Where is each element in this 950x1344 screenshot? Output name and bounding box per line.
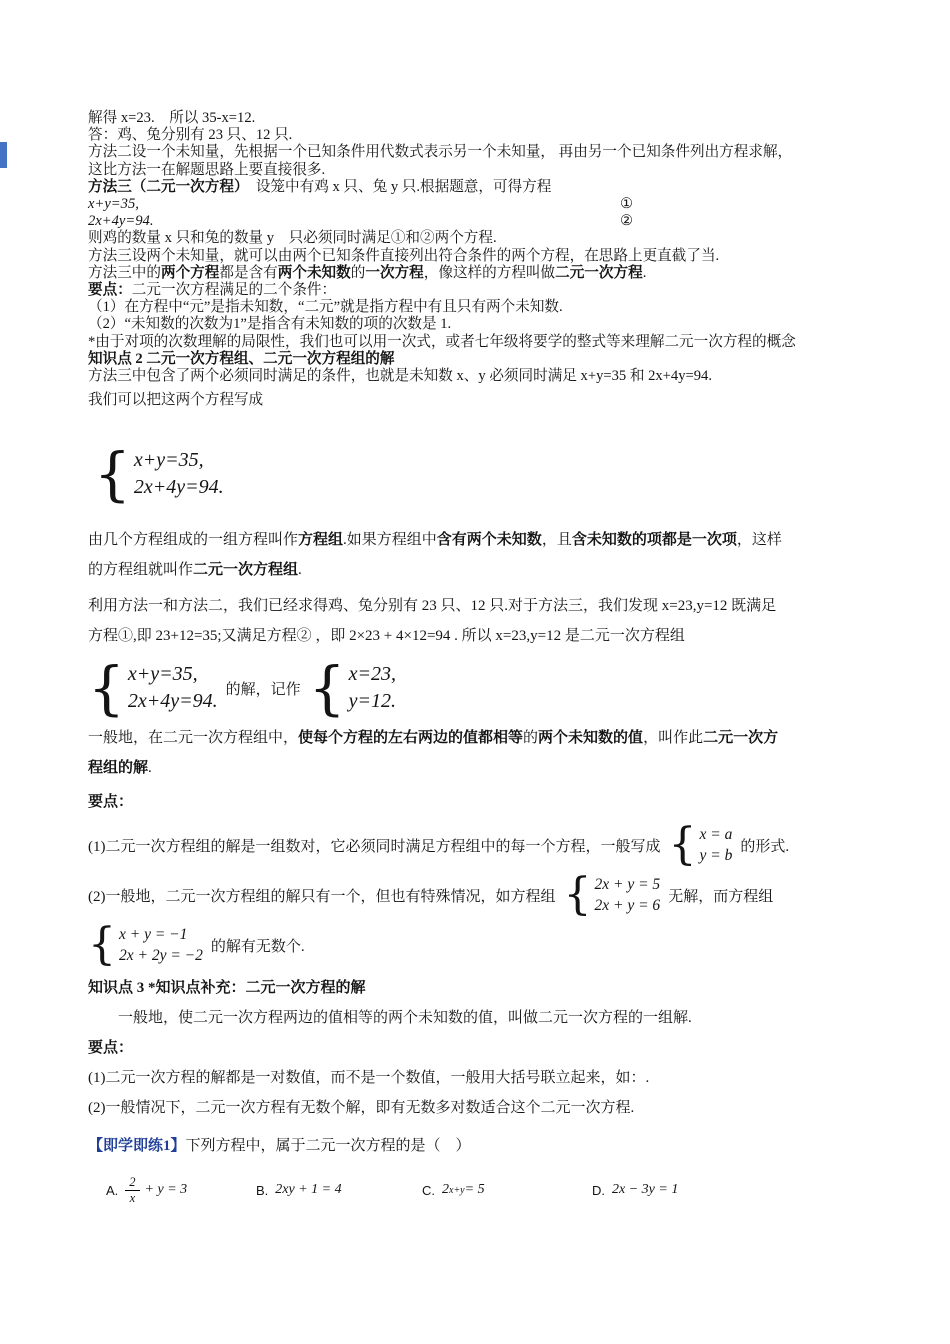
heading-text: 知识点 2 二元一次方程组、二元一次方程组的解 [88, 350, 395, 367]
equation-text: = 5 [464, 1182, 485, 1198]
text-bold: 方程组 [298, 532, 344, 549]
paragraph-keypoint-item1 [88, 299, 878, 316]
text-bold: 二元一次方程 [555, 264, 643, 281]
equation-no-solution [563, 869, 661, 921]
equation-line-2 [88, 213, 878, 230]
text-bold: 一次方程 [365, 264, 424, 281]
equation-infinite-solutions [88, 919, 203, 971]
equation-text: 2x − 3y = 1 [612, 1182, 679, 1198]
document-content [88, 110, 878, 1205]
paragraph-keypoints-3 [88, 1033, 878, 1063]
paragraph-equation-solution-def [88, 1003, 878, 1033]
exercise-label: 【即学即练1】 [88, 1138, 186, 1155]
equation-text: 2x + y = 5 [594, 876, 661, 894]
equation-system-display [94, 440, 878, 509]
text: . [148, 760, 152, 777]
text: 的 [350, 264, 366, 281]
text: 方法三设两个未知量，就可以由两个已知条件直接列出符合条件的两个方程，在思路上更直截了当. [88, 247, 720, 264]
text: 的解有无数个. [210, 938, 305, 955]
text: 设笼中有鸡 x 只、兔 y 只.根据题意，可得方程 [241, 178, 552, 195]
left-brace: { [88, 919, 116, 971]
option-d-label: D. [592, 1182, 605, 1198]
equation-text: 2x+4y=94. [133, 476, 224, 499]
equation-system [88, 654, 218, 723]
text: 的 [523, 730, 539, 747]
equation-text: x + y = −1 [119, 926, 188, 944]
text: 这比方法一在解题思路上要直接很多. [88, 161, 326, 178]
equation-text: 2x + 2y = −2 [119, 947, 203, 965]
keypoint-row-1 [88, 819, 878, 871]
text: 方法三中包含了两个必须同时满足的条件，也就是未知数 x、y 必须同时满足 x+y=35 和 2x+4y=94. [88, 368, 712, 385]
text: 方法二设一个未知量，先根据一个已知条件用代数式表示另一个未知量， 再由另一个已知条件列出方程求解， [88, 144, 793, 161]
option-c-label: C. [422, 1182, 435, 1198]
text: 利用方法一和方法二，我们已经求得鸡、兔分别有 23 只、12 只.对于方法三，我们发现 x=23,y=12 既满足 [88, 598, 777, 615]
paragraph-condition [88, 230, 878, 247]
paragraph-system-def-line1 [88, 525, 878, 555]
text: （1）在方程中“元”是指未知数，“二元”就是指方程中有且只有两个未知数. [88, 299, 563, 316]
equation-solution-row [88, 654, 878, 723]
paragraph-note-star [88, 334, 878, 351]
equation-text: 2x + y = 6 [594, 897, 661, 915]
paragraph-method2-line2 [88, 162, 878, 179]
text-bold: 二元一次方程组 [193, 562, 299, 579]
text-bold: 要点： [88, 794, 134, 811]
text: (2)一般情况下，二元一次方程有无数个解，即有无数多对数适合这个二元一次方程. [88, 1100, 635, 1117]
system-lines [128, 661, 218, 715]
text: *由于对项的次数理解的局限性，我们也可以用一次式，或者七年级将要学的整式等来理解二元一次方程的概念 [88, 333, 796, 350]
system-lines [134, 447, 224, 501]
left-brace: { [668, 819, 697, 871]
left-brace: { [94, 440, 131, 509]
equation-text: y=12. [348, 690, 396, 713]
text-bold: 要点： [88, 1040, 134, 1057]
text: 都是含有 [219, 264, 278, 281]
system-lines [119, 924, 203, 966]
fraction-numerator: 2 [125, 1175, 139, 1190]
text: . [642, 264, 647, 281]
equation-text: 2x+4y=94. [127, 690, 218, 713]
text: 解得 x=23. 所以 35-x=12. [88, 110, 256, 126]
equation-solution [308, 654, 396, 723]
paragraph-solve [88, 110, 878, 127]
option-b-label: B. [256, 1182, 269, 1198]
equation-form-ab [668, 819, 733, 871]
equation-system [94, 440, 224, 509]
text: 下列方程中，属于二元一次方程的是（ ） [185, 1138, 471, 1155]
heading-knowledge-point-3 [88, 973, 878, 1003]
paragraph-keypoints-2 [88, 787, 878, 817]
option-d [592, 1182, 678, 1198]
text-bold: 两个未知数 [277, 264, 351, 281]
system-lines [700, 824, 733, 866]
text: (1)二元一次方程的解都是一对数值，而不是一个数值，一般用大括号联立起来，如：. [88, 1070, 650, 1087]
text: 方程①,即 23+12=35;又满足方程② ，即 2×23 + 4×12=94 . 所以 x=23,y=12 是二元一次方程组 [88, 628, 685, 645]
text: （2）“未知数的次数为1”是指含有未知数的项的次数是 1. [88, 316, 452, 333]
fraction [125, 1175, 139, 1205]
heading-text: 知识点 3 *知识点补充：二元一次方程的解 [88, 980, 366, 997]
answer-options-row [88, 1175, 878, 1205]
paragraph-write-system [88, 392, 878, 409]
text-bold: 二元一次方 [703, 730, 779, 747]
paragraph-method2-line1 [88, 144, 878, 161]
option-b [256, 1182, 422, 1198]
paragraph-both-conditions [88, 368, 878, 385]
paragraph-exercise-prompt [88, 1131, 878, 1161]
equation-line-1 [88, 196, 878, 213]
text-bold: 含未知数的项都是一次项 [571, 532, 737, 549]
text: (1)二元一次方程组的解是一组数对，它必须同时满足方程组中的每一个方程，一般写成 [88, 838, 661, 855]
text: 答：鸡、兔分别有 23 只、12 只. [88, 127, 293, 144]
paragraph-keypoint-item2 [88, 316, 878, 333]
text: 无解，而方程组 [668, 888, 774, 905]
equation-text: x+y=35, [88, 196, 139, 213]
left-brace: { [563, 869, 592, 921]
text: 方法三中的 [88, 264, 161, 281]
text: 一般地，使二元一次方程两边的值相等的两个未知数的值，叫做二元一次方程的一组解. [118, 1010, 692, 1027]
paragraph-keypoint3-item2 [88, 1093, 878, 1123]
equation-text: 2x+4y=94. [88, 213, 154, 230]
text: 的形式. [740, 838, 790, 855]
text-bold: 含有两个未知数 [436, 532, 542, 549]
paragraph-definition [88, 265, 878, 282]
paragraph-solution-def-line2 [88, 753, 878, 783]
text-bold: 两个未知数的值 [538, 730, 644, 747]
text: 由几个方程组成的一组方程叫作 [88, 532, 299, 549]
paragraph-answer [88, 127, 878, 144]
text: .如果方程组中 [343, 532, 437, 549]
fraction-denominator: x [129, 1190, 136, 1205]
paragraph-keypoints-1 [88, 282, 878, 299]
margin-marker [0, 142, 7, 168]
text-bold: 使每个方程的左右两边的值都相等 [298, 730, 524, 747]
text: . [298, 562, 302, 579]
system-lines [349, 661, 396, 715]
circled-number-1: ① [620, 196, 634, 213]
equation-text: x+y=35, [127, 663, 198, 686]
text-bold: 方法三（二元一次方程） [88, 178, 242, 195]
paragraph-solution-line1 [88, 591, 878, 621]
left-brace: { [308, 654, 346, 723]
text-bold: 程组的解 [88, 760, 149, 777]
equation-base: 2 [442, 1182, 449, 1198]
text-bold: 要点： [88, 282, 132, 299]
text: ，叫作此 [643, 730, 704, 747]
option-a-label: A. [106, 1182, 119, 1198]
circled-number-2: ② [620, 213, 634, 230]
equation-text: + y = 3 [144, 1182, 188, 1198]
heading-knowledge-point-2 [88, 351, 878, 368]
text-bold: 两个方程 [160, 264, 220, 281]
paragraph-system-def-line2 [88, 555, 878, 585]
keypoint-row-3 [88, 919, 878, 971]
left-brace: { [88, 654, 125, 723]
text: 我们可以把这两个方程写成 [88, 392, 264, 409]
option-a [106, 1175, 256, 1205]
paragraph-solution-line2 [88, 621, 878, 651]
text: 的方程组就叫作 [88, 562, 194, 579]
text: 的解，记作 [225, 681, 301, 698]
equation-text: y = b [699, 847, 733, 865]
text: ，且 [541, 532, 572, 549]
option-c [422, 1182, 592, 1198]
equation-text: x=23, [348, 663, 396, 686]
keypoint-row-2 [88, 869, 878, 921]
text: 二元一次方程满足的二个条件： [131, 282, 337, 299]
equation-text: 2xy + 1 = 4 [275, 1182, 342, 1198]
paragraph-method3-intro [88, 179, 878, 196]
text: (2)一般地，二元一次方程组的解只有一个，但也有特殊情况，如方程组 [88, 888, 556, 905]
paragraph-solution-def-line1 [88, 723, 878, 753]
text: 一般地，在二元一次方程组中， [88, 730, 299, 747]
text: ，像这样的方程叫做 [423, 264, 556, 281]
paragraph-keypoint3-item1 [88, 1063, 878, 1093]
text: ，这样 [736, 532, 782, 549]
system-lines [595, 874, 661, 916]
equation-exponent: x+y [449, 1184, 465, 1196]
equation-text: x+y=35, [133, 449, 204, 472]
text: 则鸡的数量 x 只和兔的数量 y 只必须同时满足①和②两个方程. [88, 230, 497, 247]
equation-text: x = a [699, 826, 733, 844]
paragraph-method3-note [88, 248, 878, 265]
